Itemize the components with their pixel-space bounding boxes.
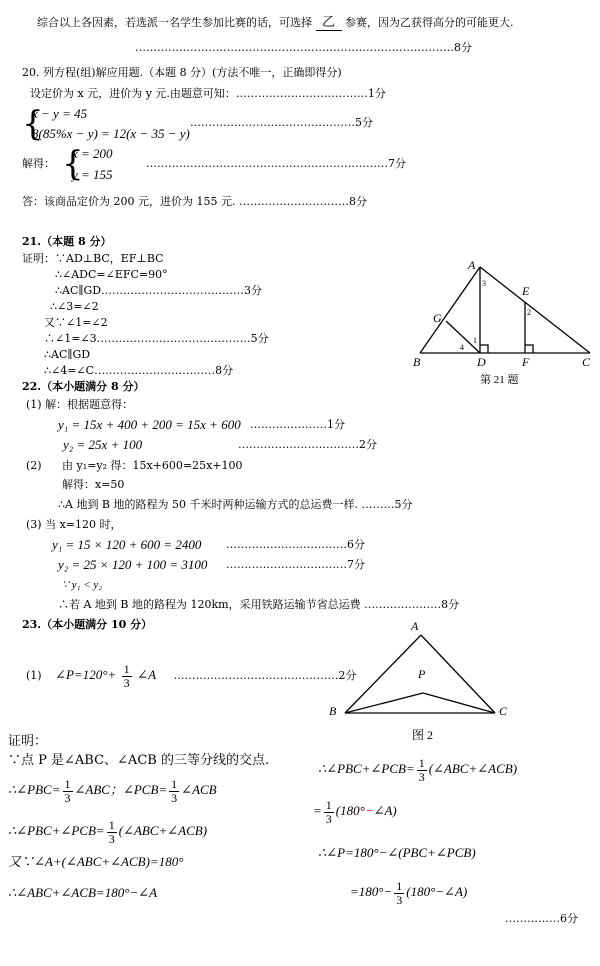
q23-r2c: ∠A) [373, 803, 397, 818]
summary-line [37, 16, 514, 31]
fig2-label-C: C [499, 704, 508, 718]
q22-p1-label: (1) 解：根据题意得： [26, 398, 134, 411]
frac-den: 3 [64, 790, 71, 805]
q20-eq2: 8(85%x − y) = 12(x − 35 − y) [32, 126, 190, 141]
q23-r3: ∴∠P=180°−∠(PBC+∠PCB) [318, 845, 476, 860]
q22-y1-score: …………………1分 [250, 418, 345, 431]
q21-line-5: ∴∠1=∠3……………………………………5分 [44, 332, 269, 345]
fig-label-C: C [582, 355, 591, 369]
q23-l2-frac2 [169, 778, 179, 805]
fig2-label-B: B [329, 704, 337, 718]
fig-angle-3: 3 [482, 279, 486, 288]
q21-line-2: ∴AC∥GD…………………………………3分 [55, 284, 263, 297]
q20-setup: 设定价为 x 元，进价为 y 元.由题意可知：………………………………1分 [30, 87, 386, 100]
q23-l3-frac [107, 819, 117, 846]
frac-den: 3 [418, 769, 425, 784]
q20-sol2: y = 155 [72, 167, 113, 182]
q20-sol-score: …………………………………………………………7分 [146, 157, 406, 170]
frac-den: 3 [396, 892, 403, 907]
seg-AB [420, 267, 480, 353]
seg-AC [480, 267, 590, 353]
q20-sol1: x = 200 [72, 146, 113, 161]
q22-p2-solve: 解得：x=50 [62, 478, 125, 491]
q23-r1b: (∠ABC+∠ACB) [428, 761, 518, 776]
q23-p1 [26, 660, 357, 691]
q23-l3b: (∠ABC+∠ACB) [118, 823, 208, 838]
q22-header: 22.（本小题满分 8 分） [22, 380, 145, 393]
q23-l1: ∵点 P 是∠ABC、∠ACB 的三等分线的交点. [8, 753, 270, 768]
fig2-label-P: P [418, 667, 426, 681]
fig-label-E: E [522, 284, 530, 298]
q21-caption: 第 21 题 [480, 374, 519, 386]
q23-p1-b: ∠A [137, 667, 157, 682]
q23-caption: 图 2 [412, 728, 434, 742]
fig-label-D: D [477, 355, 486, 369]
q23-l5: ∴∠ABC+∠ACB=180°−∠A [8, 885, 158, 900]
frac-num: 1 [123, 661, 130, 676]
q22-p3-concl: ∴若 A 地到 B 地的路程为 120km，采用铁路运输节省总运费 …………………8分 [58, 598, 460, 611]
summary-score: ……………………………………………………………………………8分 [135, 41, 472, 54]
q23-proof-label: 证明： [8, 734, 48, 749]
q23-r2a: = [313, 803, 322, 818]
q23-r2 [313, 795, 397, 828]
q23-l2c: ∠ACB [181, 782, 217, 797]
q23-r4b: (180°−∠A) [406, 884, 468, 899]
fig-label-B: B [413, 355, 421, 369]
frac-num: 1 [325, 797, 332, 812]
q23-r2-frac [324, 799, 334, 826]
summary-end: 参赛，因为乙获得高分的可能更大. [345, 16, 514, 29]
q20-solve-label: 解得： [22, 157, 55, 170]
q21-line-0: 证明：∵AD⊥BC，EF⊥BC [22, 252, 164, 265]
q22-p2-label: (2) [26, 459, 42, 472]
q23-r1-frac [417, 757, 427, 784]
q23-r4a: =180°− [350, 884, 393, 899]
q23-r1a: ∴∠PBC+∠PCB= [318, 761, 415, 776]
frac-den: 3 [123, 675, 130, 690]
q23-r4-frac [394, 880, 404, 907]
fig-label-A: A [468, 258, 476, 272]
q23-figure [325, 615, 525, 745]
q20-eq-score: ………………………………………5分 [190, 116, 373, 129]
fig-angle-1: 1 [473, 336, 477, 345]
q22-p2-concl: ∴A 地到 B 地的路程为 50 千米时两种运输方式的总运费一样. ………5分 [58, 498, 413, 511]
q22-y1v: y₁ = 15 × 120 + 600 = 2400 [52, 537, 202, 552]
right-angle-D [480, 345, 488, 353]
q20-answer: 答：该商品定价为 200 元，进价为 155 元. …………………………8分 [22, 195, 367, 208]
fig2-label-A: A [411, 619, 419, 633]
q23-r2-minus: − [364, 803, 374, 818]
q22-p2-text: 由 y₁=y₂ 得：15x+600=25x+100 [62, 459, 243, 472]
q21-header: 21.（本题 8 分） [22, 235, 112, 248]
q21-line-6: ∴AC∥GD [44, 348, 91, 361]
frac-den: 3 [108, 831, 115, 846]
q20-eq1: x − y = 45 [32, 106, 88, 121]
seg-BP [345, 693, 423, 713]
q22-y1: y₁ = 15x + 400 + 200 = 15x + 600 [58, 417, 241, 432]
seg-AB2 [345, 635, 421, 713]
fig-label-F: F [522, 355, 530, 369]
seg-PC [423, 693, 495, 713]
q23-header: 23.（本小题满分 10 分） [22, 618, 153, 631]
frac-den: 3 [325, 811, 332, 826]
q23-l4: 又∵∠A+(∠ABC+∠ACB)=180° [8, 854, 184, 869]
q22-y1v-score: ……………………………6分 [226, 538, 365, 551]
q23-r4 [350, 876, 467, 909]
q23-l2a: ∴∠PBC= [8, 782, 61, 797]
q22-cmp: ∵ y₁ < y₂ [62, 579, 103, 591]
q23-r2b: (180° [335, 803, 365, 818]
q23-p1-score: ………………………………………2分 [173, 669, 357, 682]
frac-den: 3 [171, 790, 178, 805]
choice-box: 乙 [316, 16, 342, 31]
q22-y2v: y₂ = 25 × 120 + 100 = 3100 [58, 557, 208, 572]
q21-figure [410, 255, 600, 390]
q23-p1-frac [122, 663, 132, 690]
q23-l2-frac1 [63, 778, 73, 805]
q23-r1 [318, 753, 517, 786]
frac-num: 1 [396, 878, 403, 893]
q20-brace: { [22, 104, 44, 144]
q22-y2: y₂ = 25x + 100 [63, 437, 143, 452]
q22-p3-label: (3) 当 x=120 时， [26, 518, 122, 531]
q23-p1-label: (1) [26, 669, 42, 682]
q23-r-score: ……………6分 [505, 912, 578, 925]
q23-l3 [8, 815, 207, 848]
q21-line-7: ∴∠4=∠C……………………………8分 [44, 364, 234, 377]
q20-sol-brace: { [62, 144, 84, 184]
frac-num: 1 [171, 776, 178, 791]
q23-l2b: ∠ABC；∠PCB= [74, 782, 168, 797]
summary-text: 综合以上各因素，若选派一名学生参加比赛的话，可选择 [37, 16, 312, 29]
seg-AC2 [421, 635, 495, 713]
q23-l3a: ∴∠PBC+∠PCB= [8, 823, 105, 838]
fig-angle-4: 4 [460, 343, 464, 352]
q21-line-1: ∴∠ADC=∠EFC=90° [55, 268, 168, 281]
fig-angle-2: 2 [527, 308, 531, 317]
q22-y2v-score: ……………………………7分 [226, 558, 365, 571]
q23-p1-a: ∠P=120°+ [55, 667, 117, 682]
frac-num: 1 [418, 755, 425, 770]
q23-l2 [8, 774, 217, 807]
fig-label-G: G [433, 311, 442, 325]
q22-y2-score: ……………………………2分 [238, 438, 377, 451]
frac-num: 1 [108, 817, 115, 832]
frac-num: 1 [64, 776, 71, 791]
q20-header: 20. 列方程(组)解应用题.（本题 8 分）(方法不唯一，正确即得分) [22, 66, 342, 79]
q21-line-3: ∴∠3=∠2 [50, 300, 99, 313]
right-angle-F [525, 345, 533, 353]
q21-line-4: 又∵∠1=∠2 [44, 316, 108, 329]
